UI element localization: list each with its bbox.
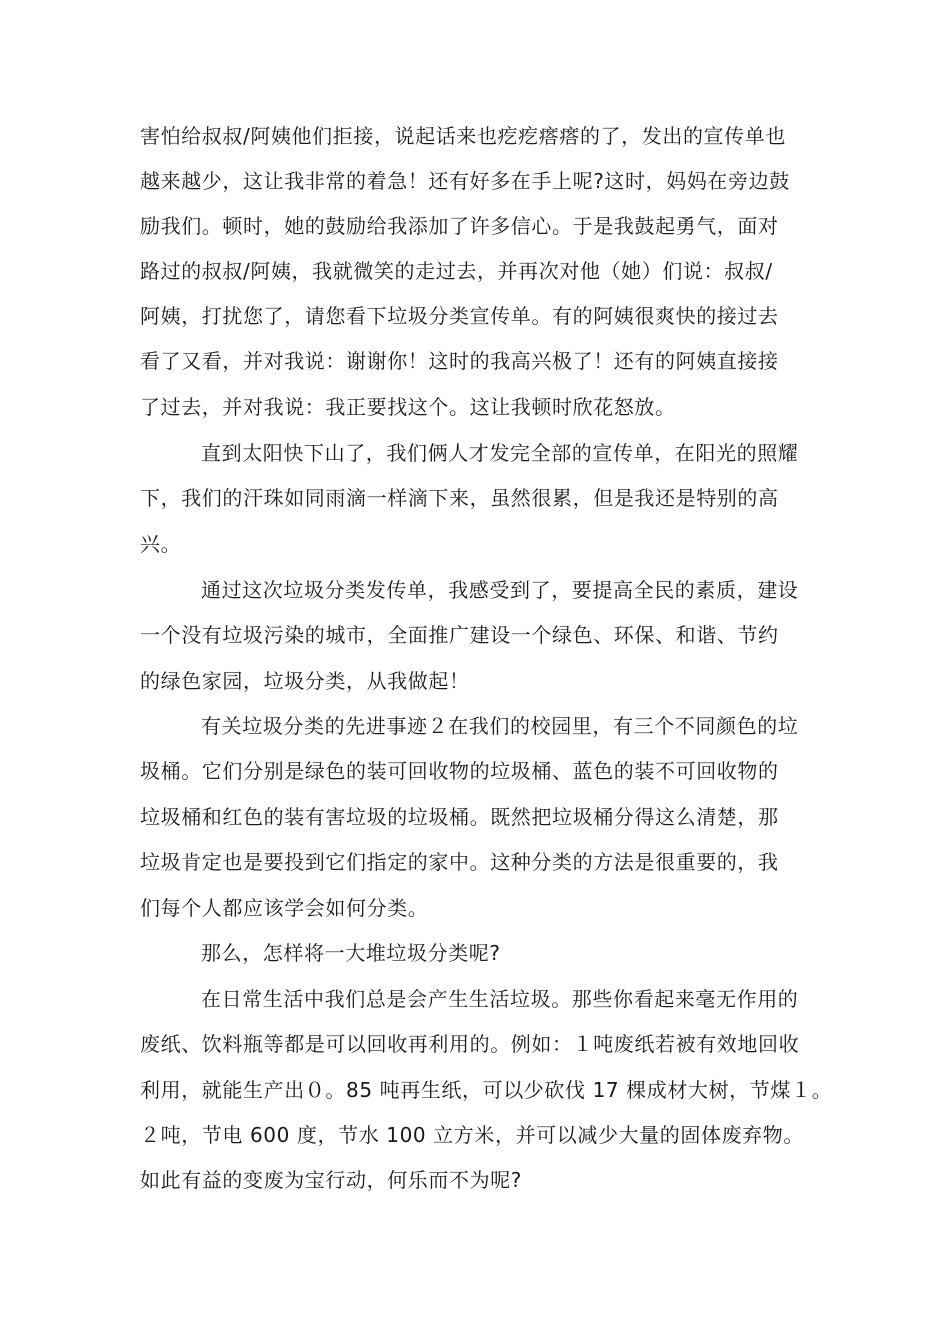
text-line: ２吨，节电 600 度，节水 100 立方米，并可以减少大量的固体废弃物。 [140,1123,804,1147]
text-line: 垃圾桶和红色的装有害垃圾的垃圾桶。既然把垃圾桶分得这么清楚，那 [140,805,779,829]
paragraph-first-line: 有关垃圾分类的先进事迹２在我们的校园里，有三个不同颜色的垃 [201,714,799,738]
paragraph-first-line: 在日常生活中我们总是会产生生活垃圾。那些你看起来毫无作用的 [201,987,799,1011]
text-line: 废纸、饮料瓶等都是可以回收再利用的。例如：１吨废纸若被有效地回收 [140,1032,800,1056]
text-line: 一个没有垃圾污染的城市，全面推广建设一个绿色、环保、和谐、节约 [140,623,779,647]
paragraph-first-line: 那么，怎样将一大堆垃圾分类呢? [201,941,501,965]
text-line: 阿姨，打扰您了，请您看下垃圾分类宣传单。有的阿姨很爽快的接过去 [140,304,779,328]
text-line: 害怕给叔叔/阿姨他们拒接，说起话来也疙疙瘩瘩的了，发出的宣传单也 [140,124,786,148]
text-line: 励我们。顿时，她的鼓励给我添加了许多信心。于是我鼓起勇气，面对 [140,214,779,238]
text-line: 下，我们的汗珠如同雨滴一样滴下来，虽然很累，但是我还是特别的高 [140,486,779,510]
text-line: 的绿色家园，垃圾分类，从我做起！ [140,669,470,693]
text-line: 越来越少，这让我非常的着急！还有好多在手上呢?这时，妈妈在旁边鼓 [140,169,790,193]
text-line: 如此有益的变废为宝行动，何乐而不为呢? [140,1168,523,1192]
paragraph-first-line: 直到太阳快下山了，我们俩人才发完全部的宣传单，在阳光的照耀 [201,441,799,465]
text-line: 利用，就能生产出０。85 吨再生纸，可以少砍伐 17 棵成材大树，节煤１。 [140,1078,833,1102]
text-line: 们每个人都应该学会如何分类。 [140,896,429,920]
text-line: 兴。 [140,532,182,556]
text-line: 路过的叔叔/阿姨，我就微笑的走过去，并再次对他（她）们说：叔叔/ [140,259,773,283]
paragraph-first-line: 通过这次垃圾分类发传单，我感受到了，要提高全民的素质，建设 [201,578,799,602]
text-line: 了过去，并对我说：我正要找这个。这让我顿时欣花怒放。 [140,395,676,419]
text-line: 看了又看，并对我说：谢谢你！这时的我高兴极了！还有的阿姨直接接 [140,349,779,373]
text-line: 垃圾肯定也是要投到它们指定的家中。这种分类的方法是很重要的，我 [140,850,779,874]
text-line: 圾桶。它们分别是绿色的装可回收物的垃圾桶、蓝色的装不可回收物的 [140,759,779,783]
